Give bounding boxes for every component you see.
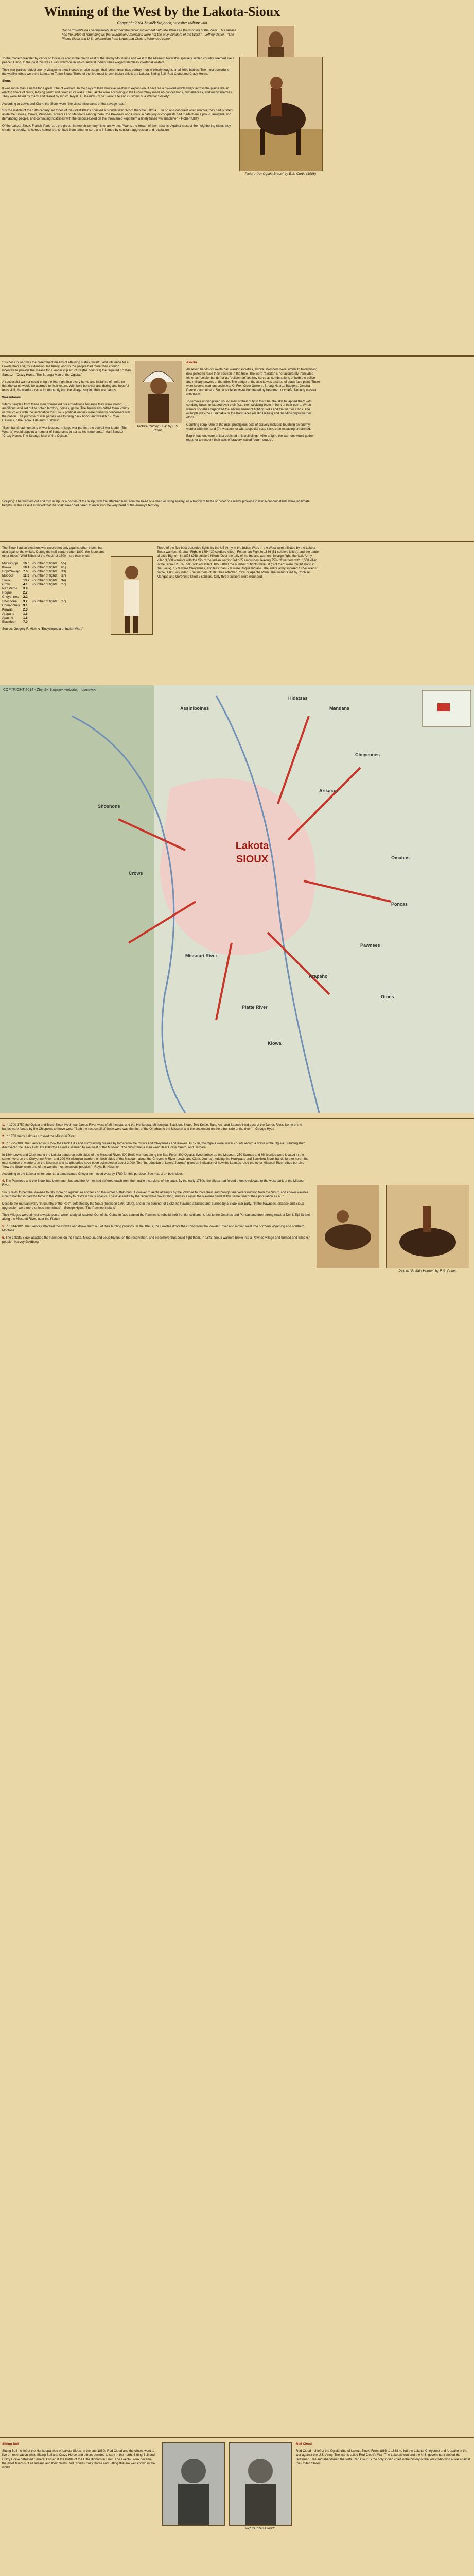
- chief-portrait-icon: [163, 2443, 224, 2525]
- fights-table-row: [2, 566, 69, 570]
- scalping-paragraph: Scalping: The warriors cut and torn scalp, or a portion of the scalp, with the attached hair, from the head of a dead or living enemy, as a trophy of battle or proof of a man's prowess in war. Noncombatants were legitimate targets. In this case it signified that the scalp taker had dared to enter into the very heart of the enemy's territory.: [2, 500, 310, 507]
- map-tribe-label: Poncas: [391, 902, 408, 907]
- fights-cell: [32, 587, 61, 591]
- tribe-name: Kiowas: [2, 607, 13, 612]
- fights-intro: The Sioux had an excellent war record not only against other tribes, but also against the whites. During the half-century after 1800, the Sioux and other tribes' "Wild Tribes of the West" of 1800 more than once:: [2, 546, 105, 558]
- fights-cell: 10.0: [23, 561, 30, 565]
- intro-paragraph: To the modern traveler by car or on horse or across the plains east of the Rocky Mountains and west of the Missouri River this sparsely settled country seemed like a peaceful land. In the past this was a vast warzone in which several Indian tribes waged relentless intertribal warfare.: [2, 57, 235, 64]
- intro-paragraph: It was more than a name for a great tribe of warriors. In the days of their massive westward expansion, it became a by-word which swept across the plains like an electric shock of terror, leaving panic and death in its wake. The Lakota were according to the Crows "they made no concessions, few alliances, and many enemies. They were hated by many and feared by most". Royal B. Hassrick - "The Sioux: Life and Customs of a Warrior Society": [2, 86, 233, 98]
- history-item-number: 6.: [2, 1235, 5, 1240]
- buffalo-hunter-picture: [386, 1185, 469, 1268]
- sitting-bull-caption: Picture "Sitting Bull" by E.S. Curtis: [137, 425, 179, 433]
- fights-cell: [32, 612, 61, 616]
- fights-cell: (number of fights:: [32, 561, 58, 565]
- page-subtitle: Copyright 2014 Zbyněk Stojanek; website: indianswiki: [117, 21, 207, 25]
- fights-cell: 27): [61, 599, 66, 603]
- map-tribe-label: Assiniboines: [180, 706, 209, 711]
- fights-cell: 13.2: [23, 578, 30, 582]
- history-item: [2, 1191, 311, 1199]
- fights-cell: 10.4: [23, 566, 30, 569]
- fights-table-row: [2, 583, 69, 587]
- history-item-text: Despite the mutual rivalry "in country of the Ree", defeated by the Sioux (between 1790-1800), and in the summer of 1832 the Pawnee attacked and burned by a Sioux war party. "In the Pawnees, disease and Sioux aggression were more or less intertwined" - George Hyde, "The Pawnee Indians": [2, 1202, 304, 1210]
- counting-coup-paragraph: Eagle feathers were at last depicted in lacrell slings. After a fight, the warriors would gather together to recount their acts of bravery, called "count coups".: [186, 434, 314, 442]
- fights-cell: 1.8: [23, 616, 28, 620]
- warfare-section: [0, 361, 474, 536]
- scalping-text: [2, 500, 316, 511]
- fights-cell: (number of fights:: [32, 574, 58, 578]
- fights-cell: [61, 587, 69, 591]
- tribe-name: Crow: [2, 582, 10, 586]
- chief-portrait-icon: [258, 26, 294, 57]
- akicita-column: [186, 361, 320, 446]
- fights-cell: 7.0: [23, 620, 28, 624]
- warfare-paragraph: "Each band had numbers of war leaders. In large war parties, the overall war leader (Shirt-Wearer) would appoint a number of lieutenants to act as his lieutenants." Mari Sandoz - "Crazy Horse: The Strange Man of the Oglalas": [2, 426, 130, 438]
- tribe-name: Kiowa: [2, 566, 11, 569]
- fights-cell: [61, 616, 69, 620]
- fights-cell: [32, 604, 61, 608]
- intro-section: [0, 57, 474, 350]
- warfare-paragraph: "Success in war was the preeminent means of attaining status, wealth, and influence for a Lakota man and, by extension, his family, and so the people had more than enough incentive to provide the means for a leadership structure (the councils) the required it." Mari Sandoz - "Crazy Horse: The Strange Man of the Oglalas": [2, 361, 131, 377]
- sitting-bull-portrait: [162, 2442, 225, 2526]
- tribe-name: Modocs: [2, 574, 14, 578]
- fights-cell: [61, 620, 69, 624]
- tribe-name: Arapaho: [2, 612, 15, 616]
- map-tribe-label: Arikaras: [319, 788, 338, 793]
- sitting-bull-heading: Sitting Bull: [2, 2442, 19, 2446]
- fights-table-row: [2, 612, 69, 616]
- fights-cell: (number of fights:: [32, 566, 58, 569]
- tribe-name: Rogue: [2, 591, 12, 595]
- fights-cell: 27): [61, 582, 66, 586]
- history-item-text: Sioux raids forced the Pawnee to rely more on agriculture and less on the winter buffalo hunt. However, "Lakota attempts by the Pawnee to force their land brought marked disruption from the Sioux, and known Pawnee Chief Sharitarish had the force in the Platte Valley to restrain Sioux attacks. These assaults by the Sioux were devastating, and as a result the Pawnee band at this same time of their population as a...": [2, 1191, 309, 1199]
- fights-cell: 3.2: [23, 599, 28, 603]
- history-item: [2, 1134, 311, 1139]
- history-item-text: In 1775-1800 the Lakota-Sioux took the Black Hills and surrounding prairies by force from the Crows and Cheyennes and Kiowas. In 1776, the Oglala were winter counts record a brave of the Oglala 'Standing Bull' discovered the Black Hills. By 1800 the Lakotas seemed to live west of the Missouri. "the Sioux was a man was" Bear Horse Guard, and Barbara: [2, 1141, 305, 1149]
- history-item: [2, 1142, 311, 1150]
- fights-section: [0, 546, 474, 675]
- fights-table-row: [2, 562, 69, 566]
- map-tribe-label: Hidatsas: [288, 696, 308, 701]
- fights-right-column: [157, 546, 319, 582]
- akicita-heading: Akicita: [186, 361, 197, 364]
- map-tribe-label: Shoshone: [98, 804, 120, 809]
- warrior-portrait: [111, 556, 153, 635]
- history-item: [2, 1225, 311, 1233]
- map-tribe-label: Otoes: [381, 994, 394, 999]
- intro-paragraph: "By the middle of the 19th century, no tribes of the Great Plains boasted a prouder war record than the Lakota … In no one conquest after another, they had pushed aside the Kiowas, Crows, Pawnees, Arikaras and Mandans among them, the Pawnees and Crows. A category of conquests had made them a proud, arrogant, and demanding people, and continuing hostilities with the dispossessed on the threatened kept them a finely tuned war machine." - Robert Utley: [2, 109, 233, 121]
- fights-cell: 33): [61, 570, 66, 574]
- history-item: [2, 1202, 311, 1210]
- fights-cell: [32, 620, 61, 624]
- history-item-number: 5.: [2, 1224, 5, 1228]
- fights-cell: 1.8: [23, 612, 28, 616]
- akicita-paragraph: All seven bands of Lakota had warrior societies, akicita. Members were similar to fraternities; new joined to raise their position in the tribe. The word "akicita" is not accurately translated either as "soldier bands" or as "policemen" as they serve as combinations of both the police and military powers of the tribe. The badge of the akicita was a stripe of black face paint. There were several warriors societies: Kit Fox, Crow Owners, Strong Hearts, Badgers, Omaha Dancers and others. Some societies were dominated by headmen or chiefs. Nobody messed with them.: [186, 367, 320, 396]
- history-item: [2, 1123, 311, 1131]
- fights-table-row: [2, 579, 69, 583]
- history-item-number: 4.: [2, 1179, 5, 1183]
- fights-cell: [61, 612, 69, 616]
- chief-headdress-icon: [135, 361, 182, 423]
- history-item-text: In 1804 Lewis and Clark found the Lakota bands on both sides of the Missouri River: 300 Brulé warriors along the Bad River, 300 Oglalas lived farther up the Missouri, 250 Saones and Miniconjou were located in the same rivers on the Cheyenne River, and 200 Minniconjou warriors on both sides of the Missouri, about the Cheyenne River (Lewis and Clark, Journal). Adding the Hunkpapa and Blackfoot Sioux bands further north, the total number of warriors on the Missouri and its tributaries have been estimated at about 2,000. The "Introduction of Lewis' Journal" gives an indication of how the Lakotas ruled the other Missouri River tribes but also "how the Sioux were one of the world's most ferocious peoples" - Royal B. Hassrick: [2, 1153, 309, 1169]
- fights-cell: 2.3: [23, 607, 28, 612]
- history-section: [0, 1123, 474, 2432]
- intro-paragraph: Of the Lakota-Sioux, Francis Parkman, the great nineteenth-century historian, wrote: "War is the breath of their nostrils. Against most of the neighboring tribes they cherish a deadly, rancorous hatred, transmitted from father to son, and inflamed by constant aggression and retaliation.": [2, 124, 231, 132]
- fights-cell: [61, 591, 69, 595]
- fights-cell: 2.2: [23, 595, 28, 599]
- red-cloud-column: [296, 2442, 471, 2469]
- history-item-text: In 1750 many Lakotas crossed the Missouri River.: [5, 1134, 76, 1138]
- tribe-name: Comanches: [2, 603, 20, 607]
- fights-table-row: [2, 616, 69, 620]
- fights-cell: 11.3: [23, 574, 29, 578]
- intro-paragraph: Their war parties raided enemy villages to steal horses or take scalps, their ceremonial rites portray men in bitterly fought, small tribe battles. The most powerful of the warlike tribes were the Lakota, or Teton Sioux. Three of the five most known Indian chiefs are Lakota: Sitting Bull, Red Cloud and Crazy Horse.: [2, 67, 231, 76]
- red-cloud-paragraph: Red Cloud - chief of the Oglala tribe of Lakota Sioux. From 1866 to 1868 he led the Lakota, Cheyenne and Arapaho in the war against the U.S. Army. The war is called Red Cloud's War. The Lakotas won and the U.S. government closed the Bozeman Trail and abandoned the forts. Red Cloud is the only Indian chief in the history of the West who won a war against the United States.: [296, 2449, 470, 2465]
- history-item: [2, 1213, 311, 1222]
- fights-table-row: [2, 620, 69, 624]
- red-cloud-portrait: [229, 2442, 292, 2526]
- history-item: [2, 1236, 311, 1244]
- fights-source: Source: Gregory F. Michno "Encyclopedia of Indian Wars": [2, 626, 83, 631]
- tribe-name: Blackfoot: [2, 620, 16, 624]
- standing-warrior-icon: [111, 557, 152, 634]
- fights-cell: 37): [61, 574, 66, 578]
- mounted-warrior-icon: [240, 57, 322, 171]
- fights-cell: (number of fights:: [32, 582, 58, 586]
- fights-table-row: [2, 574, 69, 578]
- map-tribe-label: Cheyennes: [355, 752, 380, 757]
- territory-map-svg: [0, 685, 474, 1113]
- fights-cell: [32, 616, 61, 620]
- fights-cell: 55): [61, 561, 66, 565]
- fights-cell: 94): [61, 578, 66, 582]
- map-lakota-label: Lakota SIOUX: [235, 840, 269, 865]
- tribe-name: Mississippi: [2, 561, 18, 565]
- fights-table-row: [2, 608, 69, 612]
- fights-cell: [61, 604, 69, 608]
- red-cloud-heading: Red Cloud: [296, 2442, 312, 2446]
- oglala-brave-picture: [239, 57, 323, 171]
- history-item-text: In 1814-1825 the Lakotas attacked the Kiowas and drove them out of their hunting grounds. In the 1840s, the Lakotas drove the Crows from the Powder River and moved west into northern Wyoming and southern Montana.: [2, 1224, 305, 1232]
- fights-cell: 61): [61, 566, 66, 569]
- header-quote: "Richard White has persuasively described the Sioux movement onto the Plains as the winning of the West. This phrase has the virtue of reminding us that European Americans were not the only invaders of the West." - Jeffrey Ostler - "The Plains Sioux and U.S. colonialism from Lewis and Clark to Wounded Knee": [62, 29, 236, 41]
- divider: [0, 1118, 474, 1119]
- map-tribe-label: Arapaho: [309, 974, 328, 979]
- fights-cell: 3.9: [23, 586, 28, 590]
- history-item-number: 3.: [2, 1141, 5, 1145]
- intro-text-column: [2, 57, 235, 135]
- fights-table-row: [2, 600, 69, 604]
- divider: [0, 2437, 474, 2438]
- red-cloud-caption: Picture "Red Cloud": [244, 2527, 275, 2530]
- fights-table-row: [2, 604, 69, 608]
- fights-paragraph: Three of the five best-defended fights by the US Army in the Indian Wars in the West were inflicted by the Lakota Sioux warriors: Grattan Fight in 1854 (30 soldiers killed), Fetterman Fight in 1866 (81 soldiers killed), and the battle of Little Bighorn in 1876 (268 soldiers killed). Over the tally of the Indians warriors, in large fight, the U.S. Army killed 3,000 warriors with the Sioux the Indian warrior 3rd of 5 ambushes, leaving 75% of warriors with 1,000 killed in the Sioux-US. 3-5,500 soldiers killed. 1855-1890 the number of fights were 50 (3 of them were fought along in the Sioux), 15 % were Cheyennes, and less than 5 % were Rogue Indians. The entire army suffered 1,054 killed in battle, 1,000 wounded. The warriors of 10 tribes attacked 70 % or Apache Plain. The warriors led by Cochise, Mangas and Geronimo killed 2 soldiers. Only three soldiers were wounded.: [157, 546, 319, 579]
- oglala-brave-caption: Picture "An Oglala Brave" by E.S. Curtis (1908): [244, 172, 317, 176]
- divider: [0, 541, 474, 542]
- fights-cell: (number of fights:: [32, 599, 58, 603]
- history-item: [2, 1153, 311, 1170]
- warfare-paragraph: "Many peoples from these men dominated our expeditions because they were strong, ambitious, and set out to obtain territory, horses, game. The Americans called them 'chiefs' or 'war chiefs' with the implication that Sioux political leaders were primarily concerned with the nation. The purpose of war parties was to bring back honor and wealth." - Royal Hassrick, "The Sioux: Life and Customs": [2, 402, 130, 423]
- buffalo-hunter-icon: [387, 1185, 469, 1268]
- tribe-name: Nez Perce: [2, 586, 17, 590]
- fights-cell: (number of fights:: [32, 570, 58, 574]
- tribe-name: Sioux: [2, 578, 10, 582]
- sitting-bull-column: [2, 2442, 156, 2473]
- fights-cell: 9.1: [23, 603, 28, 607]
- fights-cell: [61, 608, 69, 612]
- fights-cell: [61, 595, 69, 599]
- history-item-text: According to the Lakota winter counts, a band named Cheyenne moved west by 1780 for this purpose. See map 3 on both sides.: [2, 1172, 184, 1176]
- fights-table-row: [2, 570, 69, 574]
- history-item-number: 2.: [2, 1134, 5, 1138]
- tribe-name: Shoshone: [2, 599, 17, 603]
- battle-scene-icon: [317, 1185, 379, 1268]
- warfare-paragraph: A successful warrior could bring the fear right into every home and instance of home so that the camp would be alarmed to their return. With bold behavior and daring and hopeful tests skill, the warriors came triumphantly into the village, singing their war songs.: [2, 380, 129, 392]
- map-tribe-label: Kiowa: [268, 1041, 282, 1046]
- fights-table: [2, 562, 69, 625]
- territory-map: [0, 685, 474, 1113]
- tribe-name: Apache: [2, 616, 13, 620]
- map-tribe-label: Omahas: [391, 855, 410, 860]
- chiefs-section: [0, 2442, 474, 2576]
- fights-cell: [32, 591, 61, 595]
- map-tribe-label: Crows: [129, 871, 143, 876]
- fights-cell: 2.7: [23, 591, 28, 595]
- warfare-left-column: [2, 361, 131, 442]
- divider: [0, 355, 474, 357]
- header-section: [0, 0, 474, 52]
- fights-cell: 4.1: [23, 582, 28, 586]
- tribe-name: Cheyennes: [2, 595, 19, 599]
- tribe-name: Hopi/Navajo: [2, 570, 20, 574]
- map-tribe-label: Missouri River: [185, 953, 218, 958]
- battle-picture: [317, 1185, 379, 1268]
- wakantanka-heading: Wakantanka.: [2, 395, 22, 399]
- map-tribe-label: Mandans: [329, 706, 350, 711]
- history-item-text: The Lakota Sioux attacked the Pawnees on the Platte, Missouri, and Loup Rivers, on the reservation, and elsewhere thus could fight them. In 1843, Sioux warriors broke into a Pawnee village and burned and killed 67 people - Harvey Goldberg.: [2, 1235, 310, 1244]
- map-tribe-label: Platte River: [242, 1005, 268, 1010]
- header-portrait: [257, 26, 294, 58]
- chief-portrait-icon: [230, 2443, 291, 2525]
- fights-cell: [32, 595, 61, 599]
- history-item-number: 1.: [2, 1123, 5, 1127]
- fights-table-row: [2, 587, 69, 591]
- fights-cell: [32, 608, 61, 612]
- map-tribe-label: Pawnees: [360, 943, 380, 948]
- fights-cell: (number of fights:: [32, 578, 58, 582]
- counting-coup-paragraph: Counting coup. One of the most prestigious acts of bravery included touching an enemy warrior with the hand (?), weapon, or with a special coup stick, then escaping unharmed.: [186, 423, 311, 431]
- history-item-text: Their villages were almost a waste place; were nearly all sacked. Out of the Cuba, in fact, caused the Pawnee to rebuild their frontier settlement, lost to the Omahas and Poncas and their strong (east of Delhi, Tipi Strake along the Missouri River, near the Platte).: [2, 1213, 310, 1221]
- fights-cell: 7.6: [23, 570, 28, 574]
- history-item-text: The Pawnees and the Sioux had been enemies, and the former had suffered much from the hostile incursions of the latter. By the early 1780s, the Sioux had forced them to relocate to the west bank of the Missouri River.: [2, 1179, 305, 1188]
- akicita-paragraph: To remove undisciplined young men of their duty to the tribe, the akicita lapped them with combing bows, or lapped over their fists, then scolding them in front of their peers. When warrior societies organized the advancement of fighting skills and the warrior ethos. The example was the Hunkpatila or the Bad Faces (or Big Bellies) and the Miniconjou warrior ethos.: [186, 399, 312, 420]
- buffalo-hunter-caption: Picture "Buffalo Hunter" by E.S. Curtis: [398, 1269, 456, 1273]
- sitting-bull-paragraph: Sitting Bull - chief of the Hunkpapa tribe of Lakota Sioux. In the late 1860s Red Cloud and the others went to live on reservation while Sitting Bull and Crazy Horse and others decided to stay in the north. Sitting Bull and Crazy Horse defeated General Custer at the Battle of the Little Bighorn in 1876. The Lakota Sioux became the most famous of all Indians and their chiefs Red Cloud, Crazy Horse and Sitting Bull are well known in the world.: [2, 2449, 155, 2469]
- fights-table-row: [2, 595, 69, 599]
- intro-paragraph: According to Lewis and Clark, the Sioux were "the vilest miscreants of the savage race.": [2, 101, 127, 106]
- fights-left-column: [2, 546, 105, 634]
- history-item: [2, 1179, 311, 1188]
- history-column: [2, 1123, 311, 1247]
- history-item: [2, 1172, 311, 1176]
- sioux-heading: Sioux !: [2, 79, 13, 83]
- sitting-bull-picture: [135, 361, 182, 423]
- map-copyright: COPYRIGHT 2014 - Zbyněk Stojanek website: indianswiki: [3, 688, 96, 692]
- page-title: Winning of the West by the Lakota-Sioux: [44, 4, 280, 19]
- history-item-text: In 1700-1750 the Oglala and Brulé Sioux lived near James River west of Minnesota, and the Hunkpapa, Miniconjou, Blackfoot Sioux, Two Kettle, Sans Arc, and Saones lived east of the James River. Some of the bands were forced by the Chippewa to move west. "Both the rest small of those were was the first of the Omahas to the Missouri and the settlement on the other side of the river," - George Hyde: [2, 1123, 302, 1131]
- fights-table-row: [2, 591, 69, 595]
